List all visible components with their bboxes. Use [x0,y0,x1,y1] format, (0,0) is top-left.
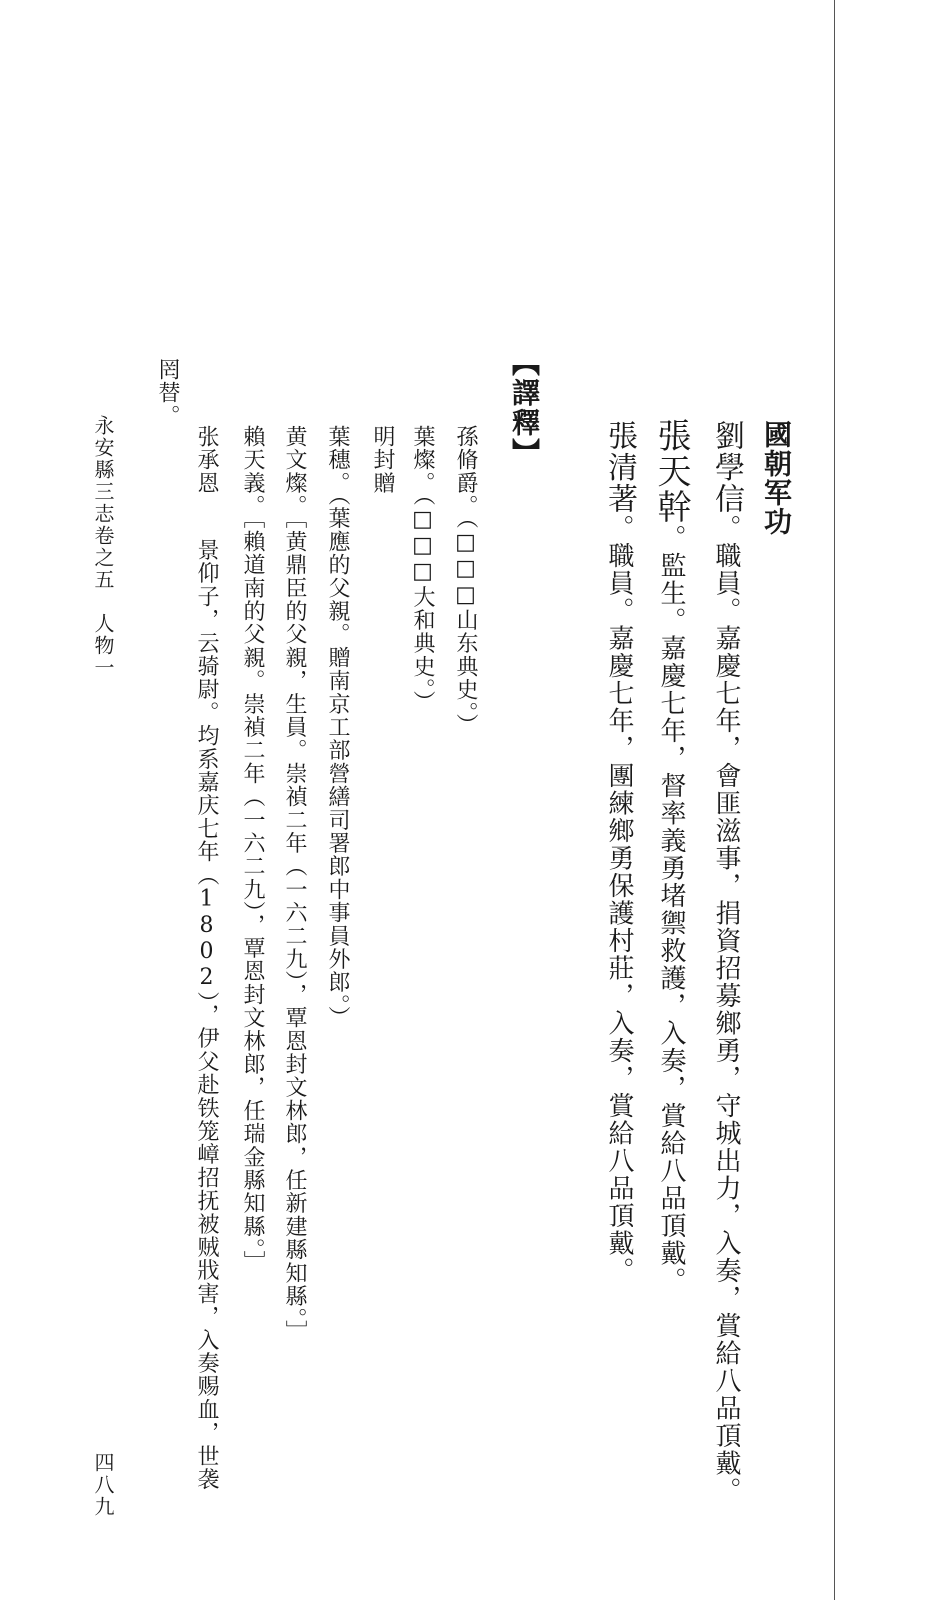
entry-text: 景仰子，云骑尉。均系嘉庆七年（1802），伊父赴铁笼嶂招抚被贼戕害，入奏赐血，世袭 [194,538,219,1491]
translation-line-continuation: 罔替。 [155,358,180,428]
entry-zhang-tiangan [651,418,691,1295]
entry-name: 劉學信 [709,420,744,515]
translation-line: 明封贈 [370,425,395,495]
entry-text: 。監生。嘉慶七年，督率義勇堵禦救護，入奏，賞給八品頂戴。 [656,524,686,1295]
translation-line: 葉燦。（□□□大和典史。） [410,425,435,714]
entry-text: 。職員。嘉慶七年，會匪滋事，捐資招募鄉勇，守城出力，入奏，賞給八品頂戴。 [711,514,741,1505]
translation-line: 賴天義。［賴道南的父親。崇禎二年（一六二九），覃恩封文林郎，任瑞金縣知縣。］ [240,425,265,1274]
entry-text: 。職員。嘉慶七年，團練鄉勇保護村莊，入奏，賞給八品頂戴。 [604,514,634,1285]
page-number: 四八九 [91,1452,115,1518]
translation-section-label: 【譯釋】 [508,348,541,468]
translation-line: 孫脩爵。（□□□山东典史。） [453,425,478,737]
entry-name: 張清著 [602,420,637,515]
translation-line-zhang-chengen [195,425,217,1491]
entry-liu-xuexin [709,420,744,1505]
entry-name: 张承恩 [194,425,219,495]
entry-zhang-qingzhu [602,420,637,1285]
translation-line: 黄文燦。［黄鼎臣的父親，生員。崇禎二年（一六二九），覃恩封文林郎，任新建縣知縣。］ [282,425,307,1344]
translation-line: 葉穗。（葉應的父親。贈南京工部營繕司署郎中事員外郎。） [325,425,350,1030]
page-edge-rule [834,0,835,1600]
section-heading: 國朝军功 [760,420,793,536]
entry-name: 張天幹 [651,418,691,525]
running-footer-title: 永安縣三志卷之五 人物一 [91,415,115,679]
